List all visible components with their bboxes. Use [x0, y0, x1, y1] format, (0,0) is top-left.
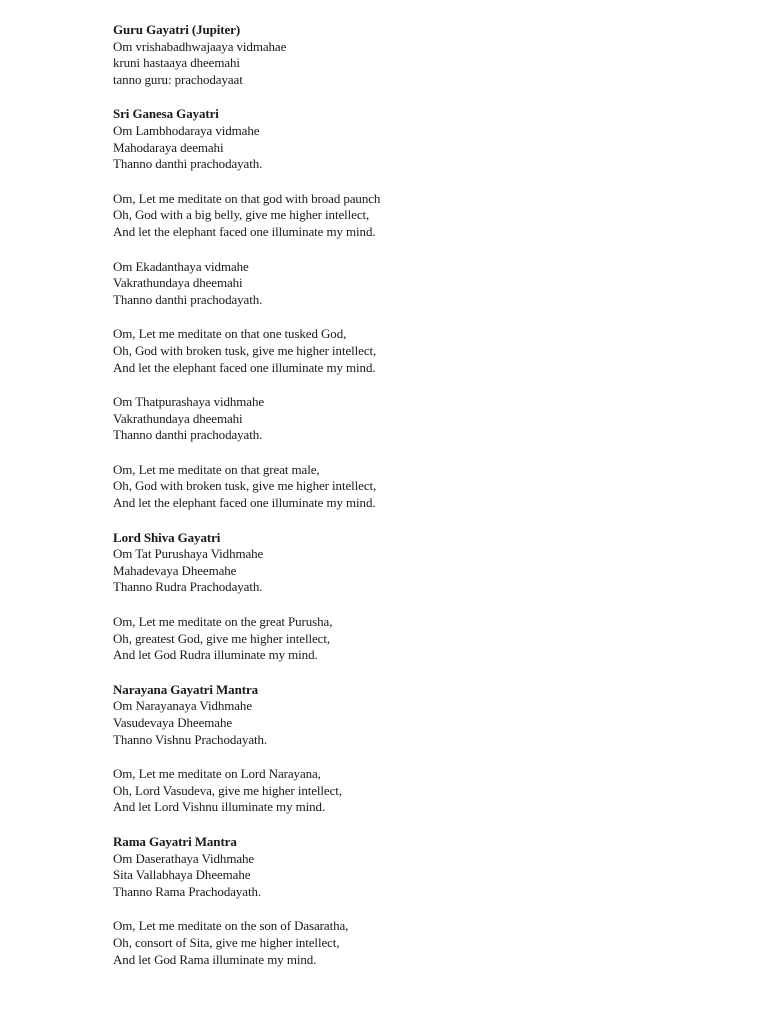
- text-line: Sita Vallabhaya Dheemahe: [113, 867, 251, 883]
- text-line: And let the elephant faced one illuminate my mind.: [113, 223, 376, 239]
- text-line: Thanno Rudra Prachodayath.: [113, 579, 263, 595]
- text-line: Thanno danthi prachodayath.: [113, 291, 263, 307]
- text-line: And let God Rudra illuminate my mind.: [113, 647, 318, 663]
- text-line: Om Lambhodaraya vidmahe: [113, 122, 260, 138]
- mantra-section: [113, 106, 733, 172]
- text-line: Mahodaraya deemahi: [113, 139, 224, 155]
- verse-block: [113, 766, 733, 816]
- verse-block: [113, 191, 733, 241]
- text-line: Om, Let me meditate on Lord Narayana,: [113, 766, 321, 782]
- mantra-section: [113, 682, 733, 748]
- text-line: Vakrathundaya dheemahi: [113, 410, 243, 426]
- section-heading: Narayana Gayatri Mantra: [113, 681, 259, 697]
- text-line: Om Tat Purushaya Vidhmahe: [113, 546, 264, 562]
- text-line: Om Thatpurashaya vidhmahe: [113, 394, 265, 410]
- text-line: And let Lord Vishnu illuminate my mind.: [113, 799, 326, 815]
- section-heading: Sri Ganesa Gayatri: [113, 106, 219, 122]
- text-line: Om, Let me meditate on the great Purusha,: [113, 614, 333, 630]
- verse-block: [113, 462, 733, 512]
- text-line: And let the elephant faced one illuminate my mind.: [113, 359, 376, 375]
- text-line: Thanno danthi prachodayath.: [113, 427, 263, 443]
- text-line: Oh, God with broken tusk, give me higher intellect,: [113, 342, 377, 358]
- text-line: Oh, God with a big belly, give me higher intellect,: [113, 207, 370, 223]
- text-line: And let the elephant faced one illuminate my mind.: [113, 495, 376, 511]
- text-line: And let God Rama illuminate my mind.: [113, 951, 317, 967]
- mantra-section: [113, 22, 733, 88]
- text-line: Thanno danthi prachodayath.: [113, 156, 263, 172]
- section-heading: Guru Gayatri (Jupiter): [113, 22, 241, 37]
- text-line: Om Narayanaya Vidhmahe: [113, 698, 253, 714]
- verse-block: [113, 394, 733, 444]
- section-heading: Rama Gayatri Mantra: [113, 833, 237, 849]
- mantra-section: [113, 530, 733, 596]
- text-line: Om, Let me meditate on that one tusked God,: [113, 326, 347, 342]
- text-line: kruni hastaaya dheemahi: [113, 55, 240, 71]
- text-line: Om, Let me meditate on that great male,: [113, 461, 320, 477]
- text-line: Om Ekadanthaya vidmahe: [113, 258, 249, 274]
- text-line: Vasudevaya Dheemahe: [113, 715, 233, 730]
- text-line: Vakrathundaya dheemahi: [113, 275, 243, 291]
- section-heading: Lord Shiva Gayatri: [113, 529, 221, 545]
- verse-block: [113, 326, 733, 376]
- text-line: Thanno Rama Prachodayath.: [113, 883, 262, 899]
- text-line: Mahadevaya Dheemahe: [113, 562, 237, 578]
- text-line: Oh, Lord Vasudeva, give me higher intellect,: [113, 782, 342, 798]
- text-line: Oh, God with broken tusk, give me higher intellect,: [113, 478, 377, 494]
- text-line: Oh, greatest God, give me higher intellect,: [113, 630, 330, 646]
- text-line: Om, Let me meditate on that god with broad paunch: [113, 190, 381, 206]
- text-line: Om, Let me meditate on the son of Dasaratha,: [113, 918, 349, 934]
- verse-block: [113, 918, 733, 968]
- text-line: Oh, consort of Sita, give me higher intellect,: [113, 934, 340, 950]
- mantra-section: [113, 834, 733, 900]
- verse-block: [113, 259, 733, 309]
- text-line: tanno guru: prachodayaat: [113, 71, 243, 87]
- text-line: Om vrishabadhwajaaya vidmahae: [113, 38, 287, 54]
- text-line: Om Daserathaya Vidhmahe: [113, 850, 255, 866]
- text-line: Thanno Vishnu Prachodayath.: [113, 731, 268, 747]
- verse-block: [113, 614, 733, 664]
- document-page: [113, 22, 733, 986]
